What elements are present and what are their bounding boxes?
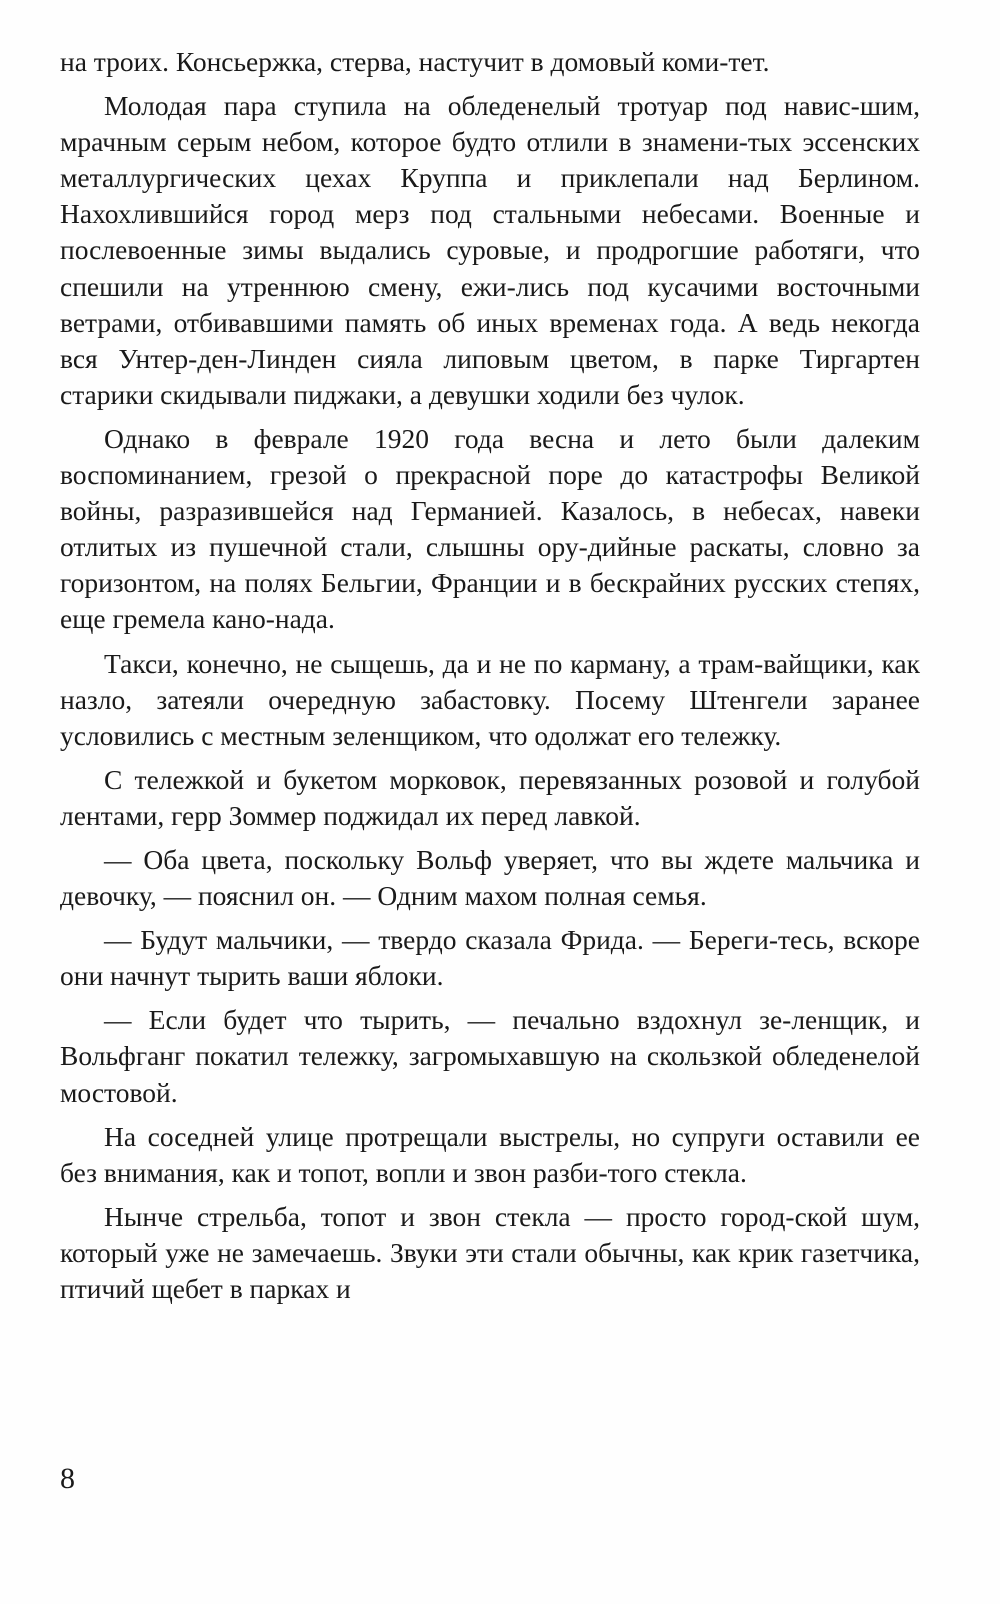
paragraph: С тележкой и букетом морковок, перевязанных розовой и голубой лентами, герр Зоммер поджидал их перед лавкой.: [60, 763, 920, 831]
page-number: 8: [60, 1462, 75, 1495]
dialogue-paragraph: — Будут мальчики, — твердо сказала Фрида. — Береги-тесь, вскоре они начнут тырить ваши яблоки.: [60, 924, 920, 992]
body-text: [60, 44, 920, 1315]
paragraph: На соседней улице протрещали выстрелы, но супруги оставили ее без внимания, как и топот, вопли и звон разби-того стекла.: [60, 1120, 920, 1188]
paragraph-continuation: на троих. Консьержка, стерва, настучит в домовый коми-тет.: [60, 46, 770, 77]
paragraph: Молодая пара ступила на обледенелый тротуар под навис-шим, мрачным серым небом, которое будто отлили в знамени-тых эссенских металлургических цехах Круппа и приклепали над Берлином. Нахохлившийся город мерз под стальными небесами. Военные и послевоенные зимы выдались суровые, и продрогшие работяги, что спешили на утреннюю смену, ежи-лись под кусачими восточными ветрами, отбивавшими память об иных временах года. А ведь некогда вся Унтер-ден-Линден сияла липовым цветом, в парке Тиргартен старики скидывали пиджаки, а девушки ходили без чулок.: [60, 90, 920, 410]
paragraph: Однако в феврале 1920 года весна и лето были далеким воспоминанием, грезой о прекрасной поре до катастрофы Великой войны, разразившейся над Германией. Казалось, в небесах, навеки отлитых из пушечной стали, слышны ору-дийные раскаты, словно за горизонтом, на полях Бельгии, Франции и в бескрайних русских степях, еще гремела кано-нада.: [60, 422, 920, 635]
paragraph: Нынче стрельба, топот и звон стекла — просто город-ской шум, который уже не замечаешь. Звуки эти стали обычны, как крик газетчика, птичий щебет в парках и: [60, 1200, 920, 1304]
paragraph: Такси, конечно, не сыщешь, да и не по карману, а трам-вайщики, как назло, затеяли очередную забастовку. Посему Штенгели заранее условились с местным зеленщиком, что одолжат его тележку.: [60, 647, 920, 751]
dialogue-paragraph: — Если будет что тырить, — печально вздохнул зе-ленщик, и Вольфганг покатил тележку, загромыхавшую на скользкой обледенелой мостовой.: [60, 1004, 920, 1108]
dialogue-paragraph: — Оба цвета, поскольку Вольф уверяет, что вы ждете мальчика и девочку, — пояснил он. — Одним махом полная семья.: [60, 843, 920, 912]
